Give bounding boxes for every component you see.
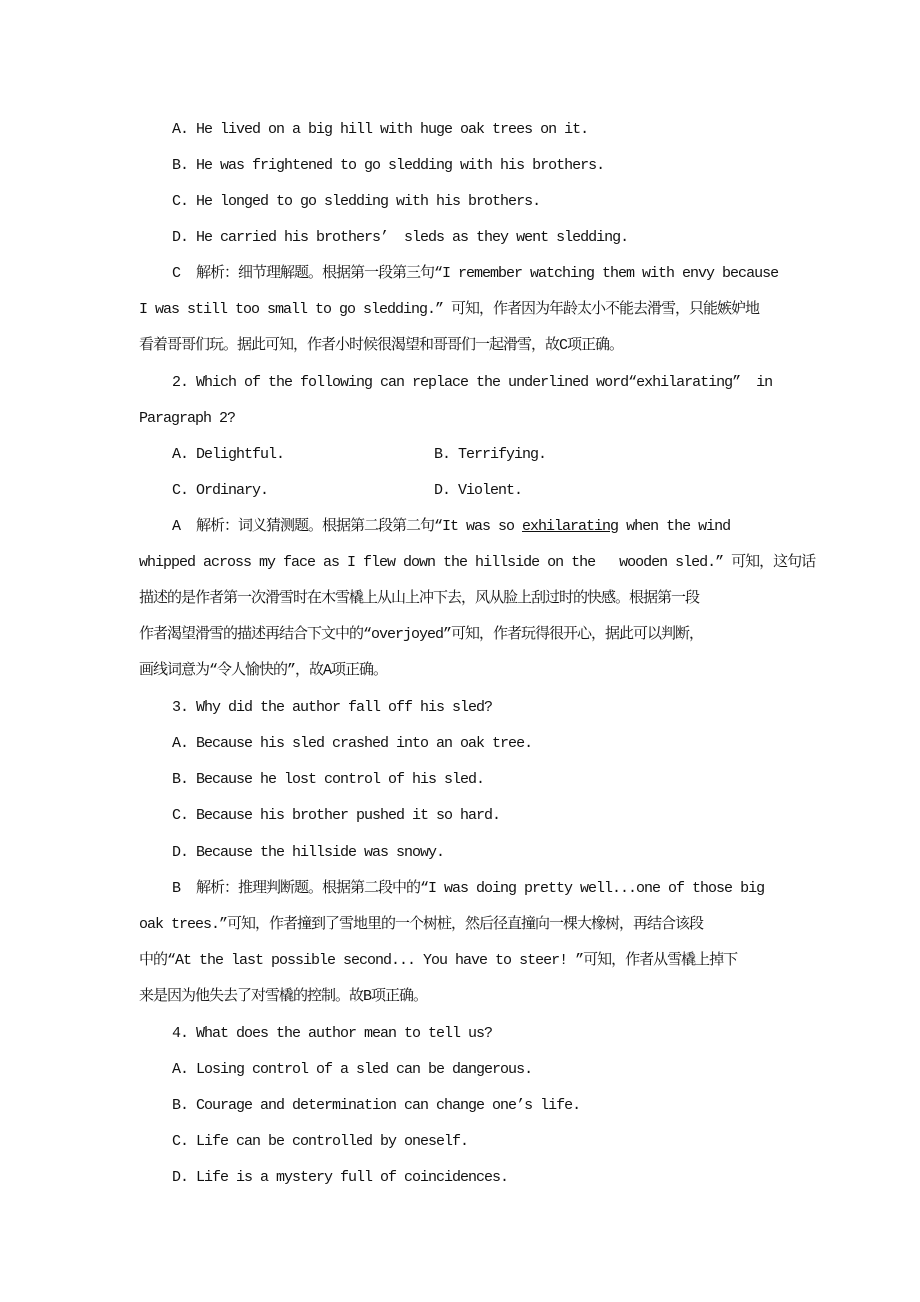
analysis-text: when the wind: [618, 518, 731, 535]
q1-option-b: B. He was frightened to go sledding with his brothers.: [172, 157, 605, 174]
q1-option-a: A. He lived on a big hill with huge oak trees on it.: [172, 121, 589, 138]
q2-option-b: B. Terrifying.: [434, 446, 547, 463]
q1-analysis-line: 看着哥哥们玩。据此可知，作者小时候很渴望和哥哥们一起滑雪，故C项正确。: [139, 337, 624, 354]
q2-analysis-line: whipped across my face as I flew down the hillside on the wooden sled.” 可知，这句话: [139, 554, 816, 571]
q3-question: 3. Why did the author fall off his sled?: [172, 699, 493, 716]
q3-analysis-line: oak trees.”可知，作者撞到了雪地里的一个树桩，然后径直撞向一棵大橡树，再结合该段: [139, 916, 704, 933]
q1-analysis-line: C 解析：细节理解题。根据第一段第三句“I remember watching them with envy because: [172, 265, 779, 282]
q1-analysis-line: I was still too small to go sledding.” 可知，作者因为年龄太小不能去滑雪，只能嫉妒地: [139, 301, 760, 318]
analysis-text: A 解析：词义猜测题。根据第二段第二句“It was so: [172, 518, 523, 535]
q3-option-d: D. Because the hillside was snowy.: [172, 844, 445, 861]
q2-question: 2. Which of the following can replace the underlined word“exhilarating” in: [172, 374, 773, 391]
q2-option-a: A. Delightful.: [172, 446, 285, 463]
q2-option-d: D. Violent.: [434, 482, 523, 499]
q4-question: 4. What does the author mean to tell us?: [172, 1025, 493, 1042]
q2-question-cont: Paragraph 2?: [139, 410, 236, 427]
q4-option-b: B. Courage and determination can change one’s life.: [172, 1097, 581, 1114]
q3-option-a: A. Because his sled crashed into an oak tree.: [172, 735, 533, 752]
q3-analysis-line: 来是因为他失去了对雪橇的控制。故B项正确。: [139, 988, 428, 1005]
q2-analysis-line: 画线词意为“令人愉快的”，故A项正确。: [139, 662, 388, 679]
q2-analysis-line: 描述的是作者第一次滑雪时在木雪橇上从山上冲下去，风从脸上刮过时的快感。根据第一段: [139, 590, 700, 607]
q3-option-c: C. Because his brother pushed it so hard.: [172, 807, 501, 824]
q2-option-c: C. Ordinary.: [172, 482, 269, 499]
q3-option-b: B. Because he lost control of his sled.: [172, 771, 485, 788]
q1-option-d: D. He carried his brothers’ sleds as they went sledding.: [172, 229, 629, 246]
q4-option-c: C. Life can be controlled by oneself.: [172, 1133, 469, 1150]
underlined-word: exhilarating: [522, 518, 619, 535]
q1-option-c: C. He longed to go sledding with his brothers.: [172, 193, 541, 210]
q2-analysis-line: 作者渴望滑雪的描述再结合下文中的“overjoyed”可知，作者玩得很开心，据此可以判断，: [139, 626, 704, 643]
q2-analysis-line: [172, 517, 730, 537]
q3-analysis-line: B 解析：推理判断题。根据第二段中的“I was doing pretty well...one of those big: [172, 880, 765, 897]
q4-option-a: A. Losing control of a sled can be dangerous.: [172, 1061, 533, 1078]
q4-option-d: D. Life is a mystery full of coincidences.: [172, 1169, 509, 1186]
q3-analysis-line: 中的“At the last possible second... You have to steer! ”可知，作者从雪橇上掉下: [139, 952, 738, 969]
